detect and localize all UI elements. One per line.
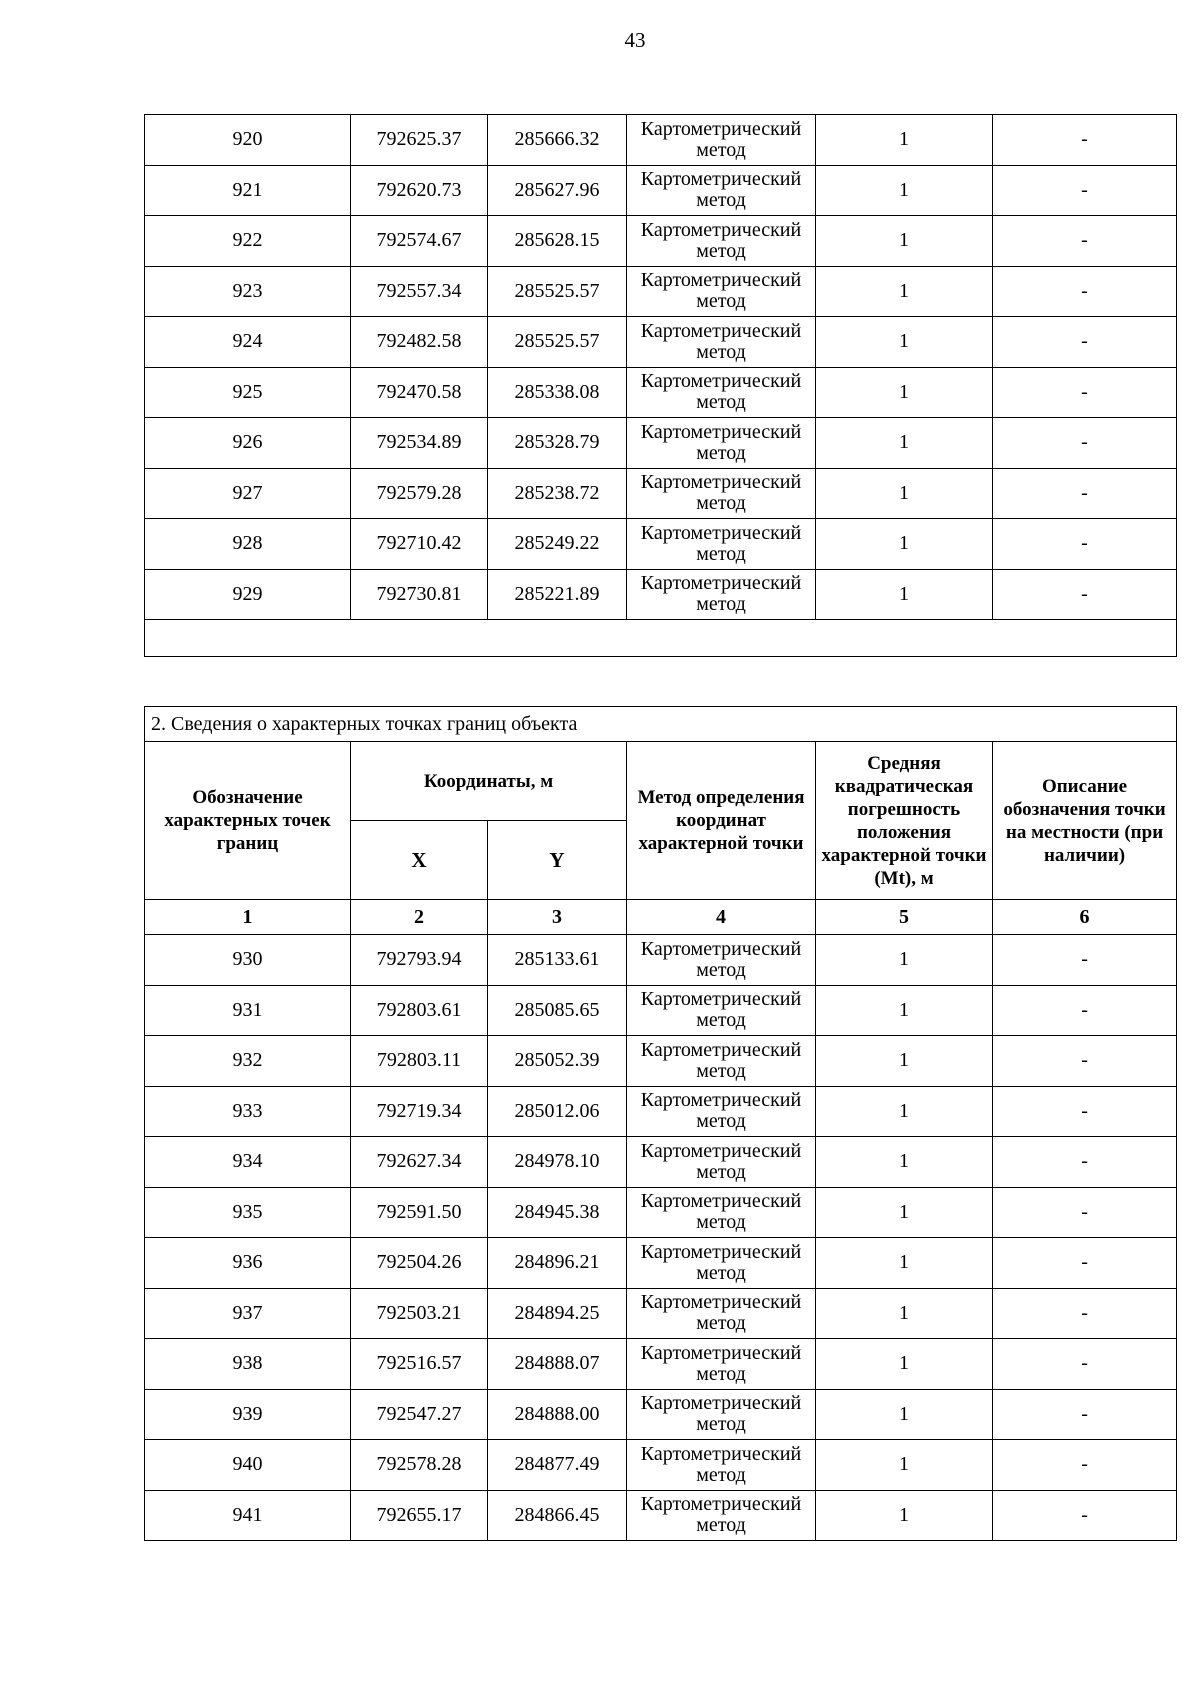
column-number: 5	[816, 900, 993, 935]
method-cell: Картометрический метод	[627, 317, 816, 368]
x-cell: 792482.58	[351, 317, 488, 368]
header-y: Y	[488, 821, 627, 900]
y-cell: 284896.21	[488, 1238, 627, 1289]
header-mt: Средняя квадратическая погрешность положения характерной точки (Mt), м	[816, 742, 993, 900]
table-row	[145, 1137, 1177, 1188]
table-row	[145, 935, 1177, 986]
description-cell: -	[993, 1238, 1177, 1289]
point-cell: 922	[145, 216, 351, 267]
mt-cell: 1	[816, 165, 993, 216]
mt-cell: 1	[816, 216, 993, 267]
x-cell: 792730.81	[351, 569, 488, 620]
x-cell: 792793.94	[351, 935, 488, 986]
method-cell: Картометрический метод	[627, 935, 816, 986]
mt-cell: 1	[816, 115, 993, 166]
empty-cell	[145, 620, 1177, 657]
x-cell: 792534.89	[351, 418, 488, 469]
mt-cell: 1	[816, 1339, 993, 1390]
point-cell: 923	[145, 266, 351, 317]
method-cell: Картометрический метод	[627, 367, 816, 418]
mt-cell: 1	[816, 1440, 993, 1491]
page-number: 43	[624, 28, 646, 52]
method-cell: Картометрический метод	[627, 519, 816, 570]
x-cell: 792803.11	[351, 1036, 488, 1087]
y-cell: 284894.25	[488, 1288, 627, 1339]
table-row	[145, 1389, 1177, 1440]
table-row	[145, 1440, 1177, 1491]
y-cell: 285221.89	[488, 569, 627, 620]
method-cell: Картометрический метод	[627, 1440, 816, 1491]
x-cell: 792803.61	[351, 985, 488, 1036]
method-cell: Картометрический метод	[627, 1137, 816, 1188]
method-cell: Картометрический метод	[627, 1238, 816, 1289]
mt-cell: 1	[816, 1137, 993, 1188]
x-cell: 792574.67	[351, 216, 488, 267]
mt-cell: 1	[816, 1187, 993, 1238]
empty-row	[145, 620, 1177, 657]
y-cell: 284888.07	[488, 1339, 627, 1390]
column-number: 2	[351, 900, 488, 935]
x-cell: 792655.17	[351, 1490, 488, 1541]
method-cell: Картометрический метод	[627, 1339, 816, 1390]
table-row	[145, 569, 1177, 620]
table-row	[145, 1490, 1177, 1541]
method-cell: Картометрический метод	[627, 115, 816, 166]
method-cell: Картометрический метод	[627, 468, 816, 519]
description-cell: -	[993, 1137, 1177, 1188]
column-number: 6	[993, 900, 1177, 935]
table-row	[145, 1036, 1177, 1087]
description-cell: -	[993, 266, 1177, 317]
point-cell: 938	[145, 1339, 351, 1390]
table-row	[145, 519, 1177, 570]
mt-cell: 1	[816, 985, 993, 1036]
point-cell: 941	[145, 1490, 351, 1541]
table-row	[145, 216, 1177, 267]
y-cell: 285085.65	[488, 985, 627, 1036]
y-cell: 285052.39	[488, 1036, 627, 1087]
x-cell: 792710.42	[351, 519, 488, 570]
mt-cell: 1	[816, 1490, 993, 1541]
point-cell: 940	[145, 1440, 351, 1491]
description-cell: -	[993, 115, 1177, 166]
point-cell: 936	[145, 1238, 351, 1289]
point-cell: 927	[145, 468, 351, 519]
point-cell: 921	[145, 165, 351, 216]
x-cell: 792627.34	[351, 1137, 488, 1188]
y-cell: 285328.79	[488, 418, 627, 469]
table-caption: 2. Сведения о характерных точках границ объекта	[145, 707, 1177, 742]
table-row	[145, 367, 1177, 418]
description-cell: -	[993, 1389, 1177, 1440]
x-cell: 792516.57	[351, 1339, 488, 1390]
mt-cell: 1	[816, 367, 993, 418]
point-cell: 926	[145, 418, 351, 469]
description-cell: -	[993, 935, 1177, 986]
point-cell: 931	[145, 985, 351, 1036]
mt-cell: 1	[816, 1238, 993, 1289]
table-row	[145, 1339, 1177, 1390]
description-cell: -	[993, 1490, 1177, 1541]
point-cell: 939	[145, 1389, 351, 1440]
column-number: 4	[627, 900, 816, 935]
coordinates-table-continued	[144, 114, 1177, 657]
x-cell: 792719.34	[351, 1086, 488, 1137]
mt-cell: 1	[816, 519, 993, 570]
x-cell: 792578.28	[351, 1440, 488, 1491]
table-row	[145, 468, 1177, 519]
description-cell: -	[993, 519, 1177, 570]
point-cell: 935	[145, 1187, 351, 1238]
description-cell: -	[993, 418, 1177, 469]
y-cell: 284945.38	[488, 1187, 627, 1238]
description-cell: -	[993, 1440, 1177, 1491]
description-cell: -	[993, 985, 1177, 1036]
x-cell: 792547.27	[351, 1389, 488, 1440]
description-cell: -	[993, 1086, 1177, 1137]
y-cell: 285338.08	[488, 367, 627, 418]
header-description: Описание обозначения точки на местности (при наличии)	[993, 742, 1177, 900]
method-cell: Картометрический метод	[627, 1086, 816, 1137]
y-cell: 285238.72	[488, 468, 627, 519]
table-row	[145, 1187, 1177, 1238]
table-row	[145, 317, 1177, 368]
point-cell: 934	[145, 1137, 351, 1188]
method-cell: Картометрический метод	[627, 216, 816, 267]
method-cell: Картометрический метод	[627, 1288, 816, 1339]
point-cell: 920	[145, 115, 351, 166]
method-cell: Картометрический метод	[627, 1389, 816, 1440]
y-cell: 284877.49	[488, 1440, 627, 1491]
method-cell: Картометрический метод	[627, 1187, 816, 1238]
mt-cell: 1	[816, 1389, 993, 1440]
point-cell: 933	[145, 1086, 351, 1137]
method-cell: Картометрический метод	[627, 1490, 816, 1541]
y-cell: 285627.96	[488, 165, 627, 216]
header-coordinates: Координаты, м	[351, 742, 627, 821]
column-number: 1	[145, 900, 351, 935]
method-cell: Картометрический метод	[627, 985, 816, 1036]
mt-cell: 1	[816, 266, 993, 317]
y-cell: 284888.00	[488, 1389, 627, 1440]
table-row	[145, 165, 1177, 216]
y-cell: 284866.45	[488, 1490, 627, 1541]
boundary-points-table	[144, 706, 1177, 1541]
x-cell: 792503.21	[351, 1288, 488, 1339]
column-number: 3	[488, 900, 627, 935]
y-cell: 285133.61	[488, 935, 627, 986]
x-cell: 792504.26	[351, 1238, 488, 1289]
column-numbers-row	[145, 900, 1177, 935]
point-cell: 925	[145, 367, 351, 418]
mt-cell: 1	[816, 1288, 993, 1339]
x-cell: 792579.28	[351, 468, 488, 519]
y-cell: 284978.10	[488, 1137, 627, 1188]
y-cell: 285012.06	[488, 1086, 627, 1137]
mt-cell: 1	[816, 569, 993, 620]
description-cell: -	[993, 367, 1177, 418]
mt-cell: 1	[816, 418, 993, 469]
description-cell: -	[993, 468, 1177, 519]
x-cell: 792470.58	[351, 367, 488, 418]
table-row	[145, 266, 1177, 317]
y-cell: 285525.57	[488, 266, 627, 317]
mt-cell: 1	[816, 317, 993, 368]
header-method: Метод определения координат характерной точки	[627, 742, 816, 900]
description-cell: -	[993, 1036, 1177, 1087]
method-cell: Картометрический метод	[627, 1036, 816, 1087]
description-cell: -	[993, 1288, 1177, 1339]
y-cell: 285249.22	[488, 519, 627, 570]
table1-body	[145, 115, 1177, 657]
x-cell: 792620.73	[351, 165, 488, 216]
table-row	[145, 115, 1177, 166]
table-row	[145, 1288, 1177, 1339]
x-cell: 792557.34	[351, 266, 488, 317]
y-cell: 285666.32	[488, 115, 627, 166]
description-cell: -	[993, 1339, 1177, 1390]
method-cell: Картометрический метод	[627, 569, 816, 620]
description-cell: -	[993, 317, 1177, 368]
y-cell: 285628.15	[488, 216, 627, 267]
mt-cell: 1	[816, 1086, 993, 1137]
description-cell: -	[993, 165, 1177, 216]
point-cell: 924	[145, 317, 351, 368]
table2-body	[145, 935, 1177, 1541]
mt-cell: 1	[816, 468, 993, 519]
table-row	[145, 985, 1177, 1036]
method-cell: Картометрический метод	[627, 266, 816, 317]
header-x: X	[351, 821, 488, 900]
table-row	[145, 418, 1177, 469]
table-row	[145, 1238, 1177, 1289]
mt-cell: 1	[816, 935, 993, 986]
description-cell: -	[993, 569, 1177, 620]
y-cell: 285525.57	[488, 317, 627, 368]
point-cell: 928	[145, 519, 351, 570]
description-cell: -	[993, 216, 1177, 267]
method-cell: Картометрический метод	[627, 165, 816, 216]
x-cell: 792591.50	[351, 1187, 488, 1238]
point-cell: 929	[145, 569, 351, 620]
header-point-designation: Обозначение характерных точек границ	[145, 742, 351, 900]
point-cell: 930	[145, 935, 351, 986]
table-row	[145, 1086, 1177, 1137]
description-cell: -	[993, 1187, 1177, 1238]
x-cell: 792625.37	[351, 115, 488, 166]
point-cell: 937	[145, 1288, 351, 1339]
mt-cell: 1	[816, 1036, 993, 1087]
method-cell: Картометрический метод	[627, 418, 816, 469]
point-cell: 932	[145, 1036, 351, 1087]
